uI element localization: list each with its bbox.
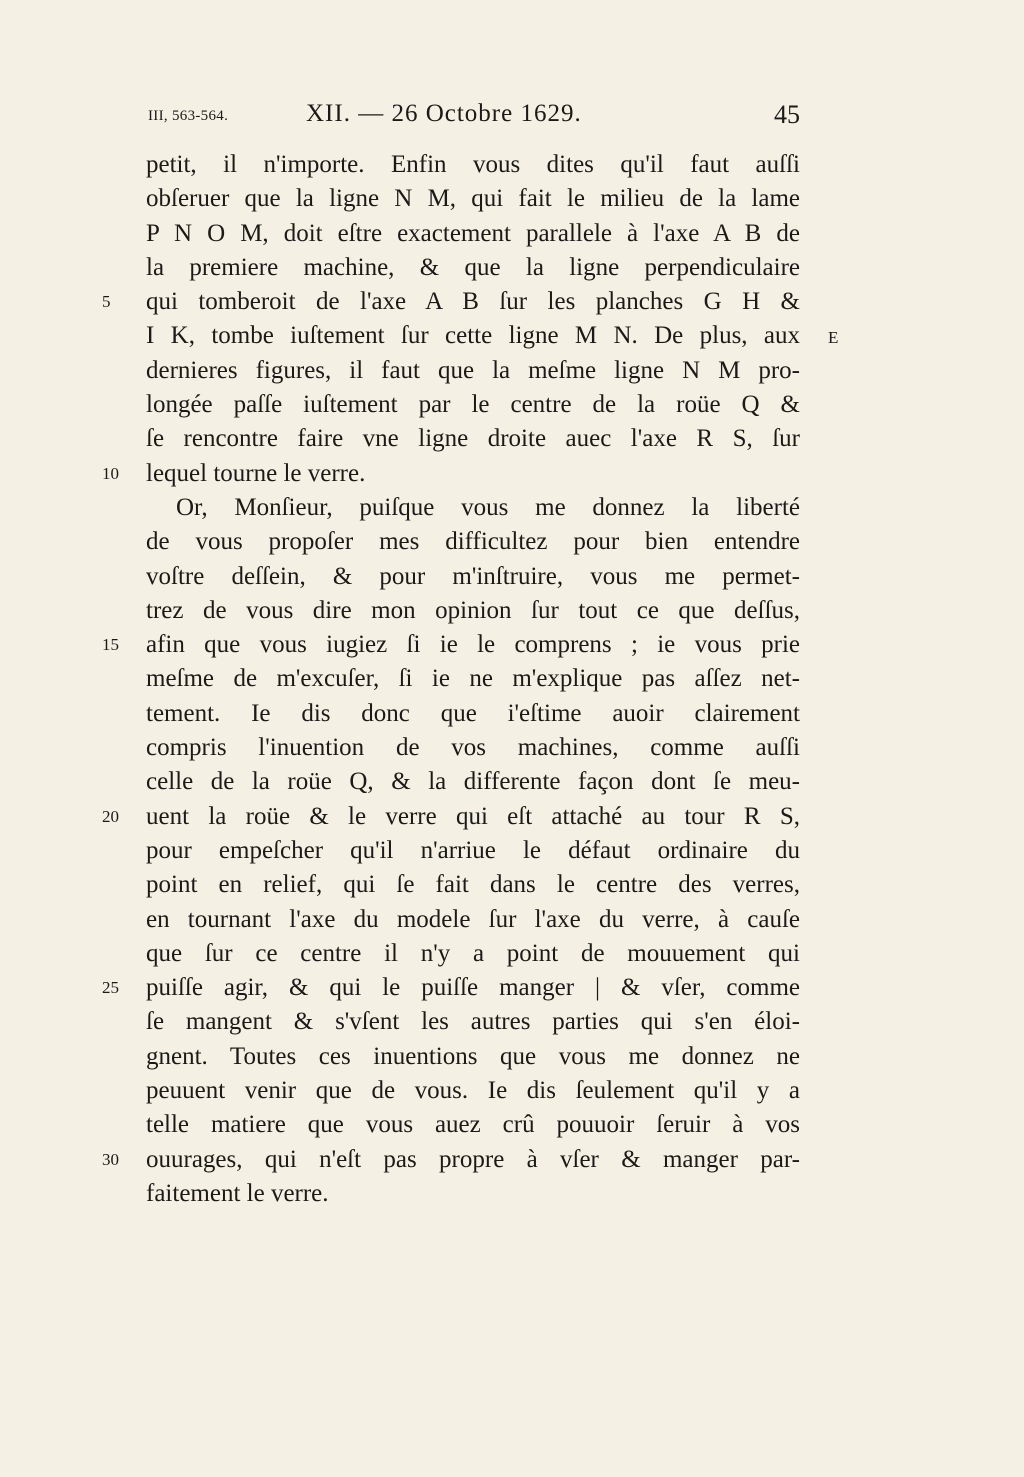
text-line <box>146 422 800 456</box>
line-text: gnent. Toutes ces inuentions que vous me donnez ne <box>146 1042 800 1070</box>
line-number: 5 <box>102 292 111 312</box>
text-line <box>146 1005 800 1039</box>
line-text: afin que vous iugiez ſi ie le comprens ; ie vous prie <box>146 631 800 659</box>
text-line <box>146 251 800 285</box>
text-line <box>102 285 800 319</box>
letter-title: XII. — 26 Octobre 1629. <box>306 100 582 127</box>
line-text: peuuent venir que de vous. Ie dis ſeulement qu'il y a <box>146 1077 800 1105</box>
text-line <box>146 1177 800 1211</box>
line-text: pour empeſcher qu'il n'arriue le défaut ordinaire du <box>146 836 800 864</box>
text-line <box>146 354 800 388</box>
text-line <box>102 457 800 491</box>
line-text: obſeruer que la ligne N M, qui fait le milieu de la lame <box>146 185 800 213</box>
text-line <box>146 148 800 182</box>
line-text: Or, Monſieur, puiſque vous me donnez la liberté <box>176 493 800 521</box>
line-text: trez de vous dire mon opinion ſur tout ce que deſſus, <box>146 596 800 624</box>
line-text: uent la roüe & le verre qui eſt attaché au tour R S, <box>146 802 800 830</box>
text-line <box>146 217 800 251</box>
line-text: compris l'inuention de vos machines, comme auſſi <box>146 734 800 762</box>
text-line <box>146 182 800 216</box>
line-text: faitement le verre. <box>146 1179 329 1207</box>
body-text <box>102 148 800 1211</box>
line-text: puiſſe agir, & qui le puiſſe manger | & vſer, comme <box>146 974 800 1002</box>
text-line <box>146 765 800 799</box>
line-number: 10 <box>102 463 119 483</box>
line-text: telle matiere que vous auez crû pouuoir ſeruir à vos <box>146 1111 800 1139</box>
line-number: 20 <box>102 806 119 826</box>
line-text: petit, il n'importe. Enfin vous dites qu'il faut auſſi <box>146 151 800 178</box>
line-text: ouurages, qui n'eſt pas propre à vſer & manger par- <box>146 1145 800 1173</box>
line-text: I K, tombe iuſtement ſur cette ligne M N. De plus, aux <box>146 322 800 350</box>
line-text: que ſur ce centre il n'y a point de mouuement qui <box>146 939 800 967</box>
margin-mark: E <box>828 328 840 347</box>
text-line <box>146 1108 800 1142</box>
line-text: de vous propoſer mes difficultez pour bien entendre <box>146 528 800 556</box>
text-line <box>146 1040 800 1074</box>
line-text: qui tomberoit de l'axe A B ſur les planches G H & <box>146 288 800 316</box>
line-number: 30 <box>102 1149 119 1169</box>
line-text: ſe rencontre faire vne ligne droite auec l'axe R S, ſur <box>146 425 800 453</box>
line-text: P N O M, doit eſtre exactement parallele à l'axe A B de <box>146 219 800 247</box>
text-line <box>146 1074 800 1108</box>
line-text: celle de la roüe Q, & la differente façon dont ſe meu- <box>146 768 800 796</box>
line-text: lequel tourne le verre. <box>146 459 366 487</box>
text-line <box>146 834 800 868</box>
line-number: 15 <box>102 635 119 655</box>
line-text: voſtre deſſein, & pour m'inſtruire, vous me permet- <box>146 562 800 590</box>
text-line <box>146 525 800 559</box>
text-line <box>146 697 800 731</box>
volume-reference: III, 563-564. <box>148 108 229 124</box>
text-line <box>146 868 800 902</box>
line-text: ſe mangent & s'vſent les autres parties qui s'en éloi- <box>146 1008 800 1036</box>
line-text: tement. Ie dis donc que i'eſtime auoir clairement <box>146 699 800 727</box>
text-line <box>102 628 800 662</box>
text-line <box>146 731 800 765</box>
text-line <box>146 594 800 628</box>
text-line <box>102 1143 800 1177</box>
text-line <box>146 388 800 422</box>
page-number: 45 <box>774 100 800 129</box>
line-text: longée paſſe iuſtement par le centre de la roüe Q & <box>146 391 800 419</box>
text-line <box>146 560 800 594</box>
line-text: dernieres figures, il faut que la meſme ligne N M pro- <box>146 356 800 384</box>
line-text: en tournant l'axe du modele ſur l'axe du verre, à cauſe <box>146 905 800 933</box>
line-text: la premiere machine, & que la ligne perpendiculaire <box>146 253 800 281</box>
text-line <box>146 662 800 696</box>
line-text: meſme de m'excuſer, ſi ie ne m'explique pas aſſez net- <box>146 665 800 693</box>
page-header <box>0 100 1024 140</box>
text-line <box>146 903 800 937</box>
text-line <box>146 937 800 971</box>
line-text: point en relief, qui ſe fait dans le centre des verres, <box>146 871 800 899</box>
line-number: 25 <box>102 978 119 998</box>
text-line <box>146 491 800 525</box>
text-line <box>102 971 800 1005</box>
text-line <box>102 800 800 834</box>
text-line <box>146 319 800 353</box>
